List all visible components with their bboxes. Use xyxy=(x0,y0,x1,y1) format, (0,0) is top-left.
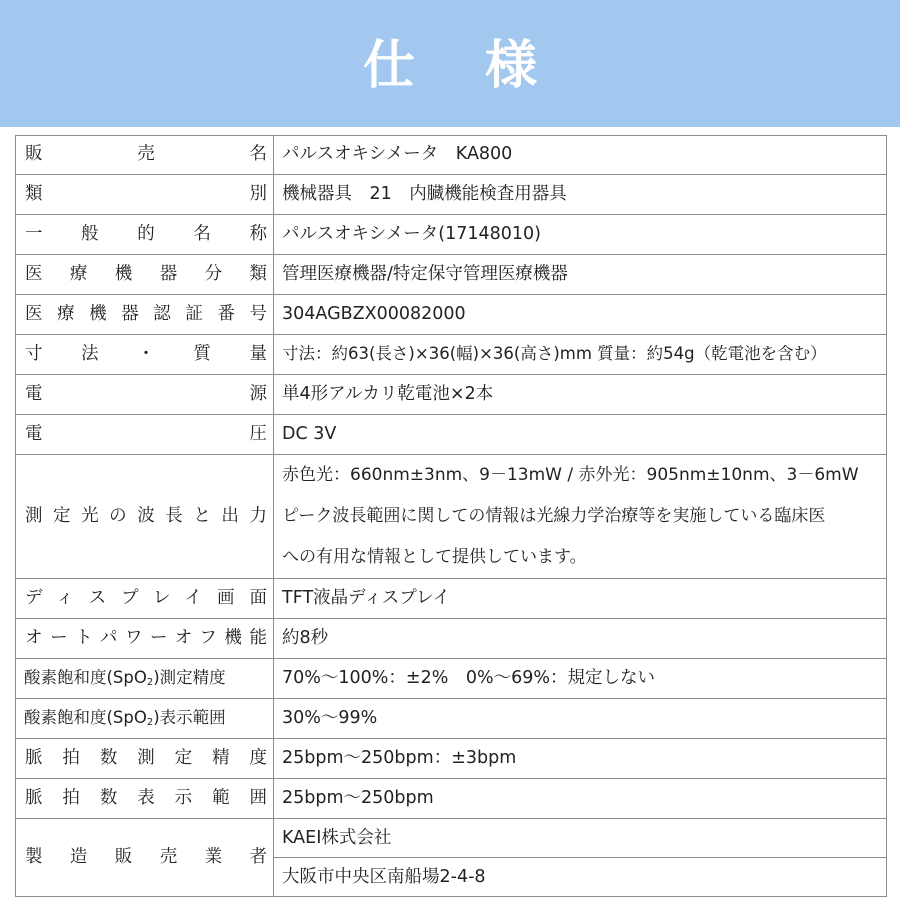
row-value: 25bpm～250bpm xyxy=(274,779,887,819)
table-row xyxy=(16,415,887,455)
row-value: 304AGBZX00082000 xyxy=(274,295,887,335)
row-label: 酸素飽和度(SpO$_2$)測定精度 xyxy=(16,659,274,699)
row-label: 一般的名称 xyxy=(16,215,274,255)
table-row xyxy=(16,255,887,295)
table-row xyxy=(16,215,887,255)
table-row xyxy=(16,779,887,819)
row-label: 測定光の波長と出力 xyxy=(16,455,274,579)
table-row xyxy=(16,579,887,619)
row-value: 30%～99% xyxy=(274,699,887,739)
table-row xyxy=(16,136,887,175)
row-value: 機械器具 21 内臓機能検査用器具 xyxy=(274,175,887,215)
row-label: 製造販売業者 xyxy=(16,819,274,897)
row-label: 医療機器分類 xyxy=(16,255,274,295)
row-label: 脈拍数測定精度 xyxy=(16,739,274,779)
row-label: 販売名 xyxy=(16,136,274,175)
row-label: 電圧 xyxy=(16,415,274,455)
row-label: 医療機器認証番号 xyxy=(16,295,274,335)
row-value: 25bpm～250bpm：±3bpm xyxy=(274,739,887,779)
row-label: オートパワーオフ機能 xyxy=(16,619,274,659)
wavelength-line: 赤色光：660nm±3nm、9－13mW / 赤外光：905nm±10nm、3－6mW xyxy=(282,465,859,485)
row-value: DC 3V xyxy=(274,415,887,455)
row-value: 単4形アルカリ乾電池×2本 xyxy=(274,375,887,415)
row-label: 脈拍数表示範囲 xyxy=(16,779,274,819)
row-label: 寸法・質量 xyxy=(16,335,274,375)
row-label: 酸素飽和度(SpO$_2$)表示範囲 xyxy=(16,699,274,739)
wavelength-line: への有用な情報として提供しています。 xyxy=(282,547,587,567)
manufacturer-address: 大阪市中央区南船場2-4-8 xyxy=(274,857,886,896)
table-row xyxy=(16,375,887,415)
table-row xyxy=(16,455,887,579)
page-title: 仕 様 xyxy=(362,36,564,96)
row-value: パルスオキシメータ KA800 xyxy=(274,136,887,175)
table-row xyxy=(16,335,887,375)
row-value: TFT液晶ディスプレイ xyxy=(274,579,887,619)
row-value: パルスオキシメータ(17148010) xyxy=(274,215,887,255)
row-value: 70%～100%：±2% 0%～69%：規定しない xyxy=(274,659,887,699)
table-row xyxy=(16,819,887,897)
row-value: 管理医療機器/特定保守管理医療機器 xyxy=(274,255,887,295)
row-value xyxy=(274,819,887,897)
table-row xyxy=(16,659,887,699)
table-row xyxy=(16,739,887,779)
table-row xyxy=(16,295,887,335)
row-value: 寸法：約63(長さ)×36(幅)×36(高さ)mm 質量：約54g（乾電池を含む） xyxy=(274,335,887,375)
table-row xyxy=(16,619,887,659)
table-row xyxy=(16,175,887,215)
row-label: ディスプレイ画面 xyxy=(16,579,274,619)
page-header xyxy=(0,0,900,127)
row-label: 電源 xyxy=(16,375,274,415)
row-value: 約8秒 xyxy=(274,619,887,659)
table-row xyxy=(16,699,887,739)
spec-table xyxy=(15,135,887,897)
row-value xyxy=(274,455,887,579)
wavelength-line: ピーク波長範囲に関しての情報は光線力学治療等を実施している臨床医 xyxy=(282,506,826,526)
manufacturer-name: KAEI株式会社 xyxy=(282,828,392,848)
row-label: 類別 xyxy=(16,175,274,215)
